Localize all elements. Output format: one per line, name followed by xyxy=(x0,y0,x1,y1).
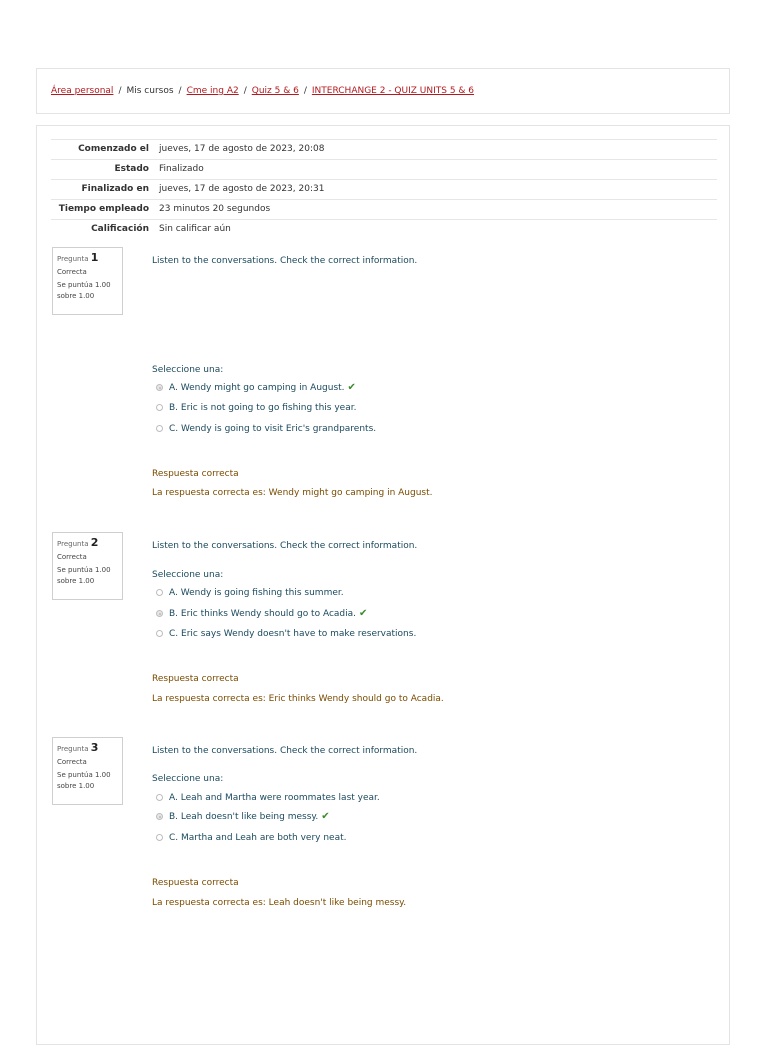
question-text: Listen to the conversations. Check the correct information. xyxy=(152,746,418,756)
breadcrumb-separator: / xyxy=(178,86,182,96)
radio-unselected[interactable] xyxy=(156,794,163,801)
summary-value: jueves, 17 de agosto de 2023, 20:08 xyxy=(159,144,325,154)
radio-selected[interactable] xyxy=(156,384,163,391)
check-icon: ✔ xyxy=(321,811,330,822)
summary-label: Estado xyxy=(114,164,149,174)
breadcrumb-separator: / xyxy=(243,86,247,96)
breadcrumb-quiz-link[interactable]: INTERCHANGE 2 - QUIZ UNITS 5 & 6 xyxy=(311,86,475,96)
answer-option[interactable] xyxy=(156,791,380,805)
question-number: 1 xyxy=(90,251,99,264)
question-label: Pregunta xyxy=(57,255,89,263)
radio-unselected[interactable] xyxy=(156,425,163,432)
check-icon: ✔ xyxy=(359,608,368,619)
right-answer-text: La respuesta correcta es: Wendy might go camping in August. xyxy=(152,488,433,498)
answer-option[interactable] xyxy=(156,381,356,395)
check-icon: ✔ xyxy=(347,382,356,393)
question-grade: Se puntúa 1.00 sobre 1.00 xyxy=(57,281,111,300)
breadcrumb xyxy=(51,86,474,96)
question-info-box xyxy=(52,532,123,600)
answer-option-label: C. Martha and Leah are both very neat. xyxy=(169,833,347,843)
question-number: 3 xyxy=(90,741,99,754)
breadcrumb-mis-cursos: Mis cursos xyxy=(126,86,174,96)
question-grade: Se puntúa 1.00 sobre 1.00 xyxy=(57,566,111,585)
breadcrumb-section-link[interactable]: Quiz 5 & 6 xyxy=(251,86,299,96)
answer-prompt: Seleccione una: xyxy=(152,774,224,784)
summary-row xyxy=(51,200,717,220)
radio-selected[interactable] xyxy=(156,610,163,617)
question-state: Correcta xyxy=(57,268,87,276)
radio-selected[interactable] xyxy=(156,813,163,820)
question-grade: Se puntúa 1.00 sobre 1.00 xyxy=(57,771,111,790)
answer-option-label: B. Eric is not going to go fishing this year. xyxy=(169,403,357,413)
radio-unselected[interactable] xyxy=(156,404,163,411)
breadcrumb-box xyxy=(36,68,730,114)
breadcrumb-area-personal-link[interactable]: Área personal xyxy=(51,86,114,96)
answer-option[interactable] xyxy=(156,831,347,845)
answer-option-label: A. Leah and Martha were roommates last year. xyxy=(169,793,380,803)
question-text: Listen to the conversations. Check the correct information. xyxy=(152,541,418,551)
answer-option[interactable] xyxy=(156,586,344,600)
summary-label: Calificación xyxy=(91,224,149,234)
answer-prompt: Seleccione una: xyxy=(152,570,224,580)
summary-label: Finalizado en xyxy=(81,184,149,194)
question-number: 2 xyxy=(90,536,99,549)
radio-unselected[interactable] xyxy=(156,834,163,841)
right-answer-text: La respuesta correcta es: Leah doesn't like being messy. xyxy=(152,898,407,908)
answer-option-label: A. Wendy might go camping in August. xyxy=(169,383,345,393)
summary-value: Sin calificar aún xyxy=(159,224,231,234)
feedback-text: Respuesta correcta xyxy=(152,469,239,479)
answer-option-label: C. Wendy is going to visit Eric's grandparents. xyxy=(169,424,377,434)
breadcrumb-course-link[interactable]: Cme ing A2 xyxy=(186,86,239,96)
summary-row xyxy=(51,220,717,240)
radio-unselected[interactable] xyxy=(156,630,163,637)
answer-option-label: A. Wendy is going fishing this summer. xyxy=(169,588,344,598)
answer-option-label: B. Leah doesn't like being messy. xyxy=(169,812,319,822)
answer-option[interactable] xyxy=(156,810,330,824)
answer-option[interactable] xyxy=(156,607,367,621)
question-state: Correcta xyxy=(57,553,87,561)
summary-value: jueves, 17 de agosto de 2023, 20:31 xyxy=(159,184,325,194)
question-label: Pregunta xyxy=(57,540,89,548)
question-label: Pregunta xyxy=(57,745,89,753)
summary-label: Comenzado el xyxy=(78,144,149,154)
feedback-text: Respuesta correcta xyxy=(152,674,239,684)
answer-option[interactable] xyxy=(156,627,416,641)
right-answer-text: La respuesta correcta es: Eric thinks Wendy should go to Acadia. xyxy=(152,694,444,704)
summary-label: Tiempo empleado xyxy=(58,204,149,214)
feedback-text: Respuesta correcta xyxy=(152,878,239,888)
radio-unselected[interactable] xyxy=(156,589,163,596)
summary-row xyxy=(51,140,717,160)
attempt-summary-table xyxy=(51,139,717,239)
quiz-review-panel xyxy=(36,125,730,1045)
breadcrumb-separator: / xyxy=(118,86,122,96)
summary-row xyxy=(51,160,717,180)
answer-option[interactable] xyxy=(156,422,376,436)
question-state: Correcta xyxy=(57,758,87,766)
question-info-box xyxy=(52,737,123,805)
answer-option-label: C. Eric says Wendy doesn't have to make reservations. xyxy=(169,629,417,639)
question-info-box xyxy=(52,247,123,315)
summary-row xyxy=(51,180,717,200)
answer-prompt: Seleccione una: xyxy=(152,365,224,375)
question-text: Listen to the conversations. Check the correct information. xyxy=(152,256,418,266)
breadcrumb-separator: / xyxy=(303,86,307,96)
summary-value: Finalizado xyxy=(159,164,204,174)
summary-value: 23 minutos 20 segundos xyxy=(159,204,271,214)
answer-option-label: B. Eric thinks Wendy should go to Acadia. xyxy=(169,609,357,619)
answer-option[interactable] xyxy=(156,401,356,415)
